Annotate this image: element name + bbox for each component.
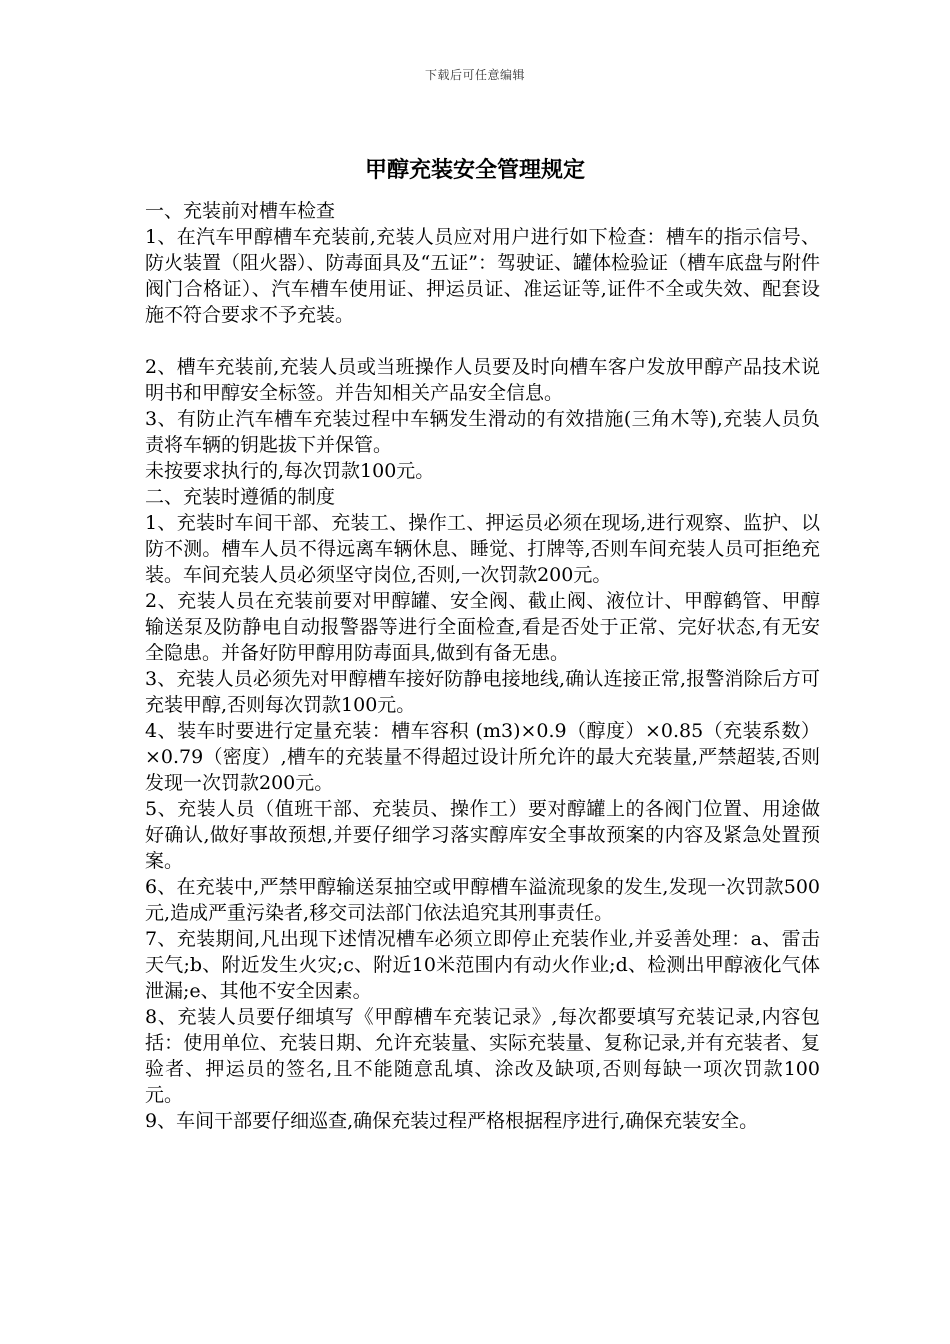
section1-item-2: 2、槽车充装前,充装人员或当班操作人员要及时向槽车客户发放甲醇产品技术说明书和甲醇安全标签。并告知相关产品安全信息。 [145, 356, 820, 404]
section2-item-8: 8、充装人员要仔细填写《甲醇槽车充装记录》,每次都要填写充装记录,内容包括：使用单位、充装日期、允许充装量、实际充装量、复称记录,并有充装者、复验者、押运员的签名,且不能随意乱填、涂改及缺项,否则每缺一项次罚款100元。 [145, 1006, 820, 1106]
section2-item-3: 3、充装人员必须先对甲醇槽车接好防静电接地线,确认连接正常,报警消除后方可充装甲醇,否则每次罚款100元。 [145, 668, 820, 716]
section1-item-3: 3、有防止汽车槽车充装过程中车辆发生滑动的有效措施(三角木等),充装人员负责将车辆的钥匙拔下并保管。 [145, 408, 820, 456]
section2-item-4: 4、装车时要进行定量充装：槽车容积 (m3)×0.9（醇度）×0.85（充装系数）×0.79（密度）,槽车的充装量不得超过设计所允许的最大充装量,严禁超装,否则发现一次罚款200元。 [145, 720, 820, 794]
section2-item-9: 9、车间干部要仔细巡查,确保充装过程严格根据程序进行,确保充装安全。 [145, 1110, 759, 1132]
section2-item-1: 1、充装时车间干部、充装工、操作工、押运员必须在现场,进行观察、监护、以防不测。槽车人员不得远离车辆休息、睡觉、打牌等,否则车间充装人员可拒绝充装。车间充装人员必须坚守岗位,否则,一次罚款200元。 [145, 512, 820, 586]
document-title: 甲醇充装安全管理规定 [364, 158, 585, 183]
paragraph-spacer [145, 328, 820, 354]
section2-item-2: 2、充装人员在充装前要对甲醇罐、安全阀、截止阀、液位计、甲醇鹤管、甲醇输送泵及防静电自动报警器等进行全面检查,看是否处于正常、完好状态,有无安全隐患。并备好防甲醇用防毒面具,做到有备无患。 [145, 590, 820, 664]
section2-item-5: 5、充装人员（值班干部、充装员、操作工）要对醇罐上的各阀门位置、用途做好确认,做好事故预想,并要仔细学习落实醇库安全事故预案的内容及紧急处置预案。 [145, 798, 820, 872]
section-heading-filling-rules: 二、充装时遵循的制度 [145, 486, 336, 508]
section-heading-pre-fill-inspection: 一、充装前对槽车检查 [145, 200, 336, 222]
section2-item-6: 6、在充装中,严禁甲醇输送泵抽空或甲醇槽车溢流现象的发生,发现一次罚款500元,造成严重污染者,移交司法部门依法追究其刑事责任。 [145, 876, 820, 924]
section2-item-7: 7、充装期间,凡出现下述情况槽车必须立即停止充装作业,并妥善处理：a、雷击天气;b、附近发生火灾;c、附近10米范围内有动火作业;d、检测出甲醇液化气体泄漏;e、其他不安全因素。 [145, 928, 820, 1002]
section1-item-1: 1、在汽车甲醇槽车充装前,充装人员应对用户进行如下检查：槽车的指示信号、防火装置（阻火器）、防毒面具及“五证”：驾驶证、罐体检验证（槽车底盘与附件阀门合格证）、汽车槽车使用证、押运员证、准运证等,证件不全或失效、配套设施不符合要求不予充装。 [145, 226, 820, 326]
section1-penalty: 未按要求执行的,每次罚款100元。 [145, 460, 435, 482]
document-body [145, 198, 820, 1134]
page-header-note: 下载后可任意编辑 [424, 68, 525, 82]
